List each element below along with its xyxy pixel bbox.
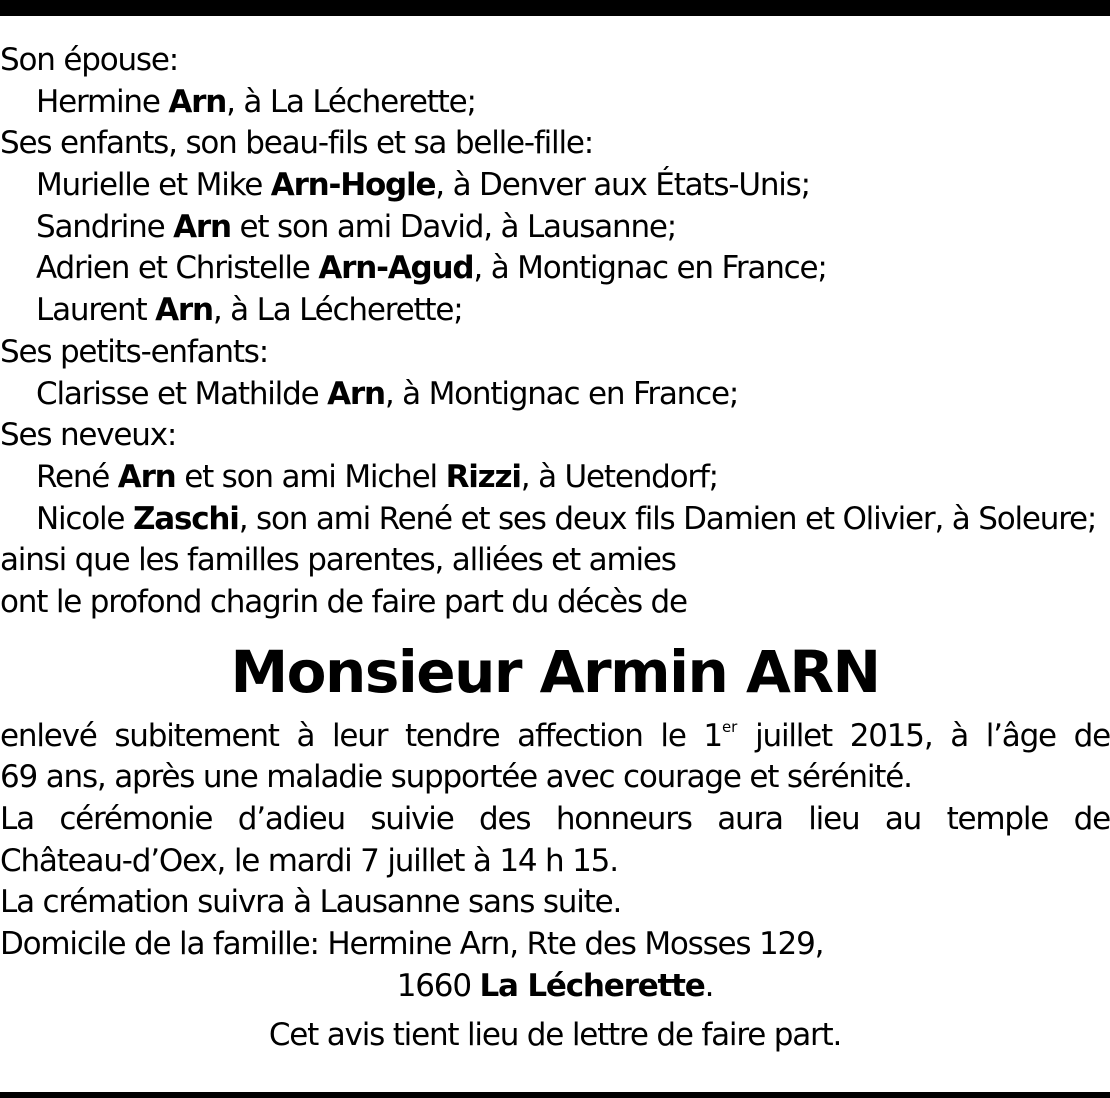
notice-body	[0, 40, 1110, 1057]
child-last-name: Arn	[155, 292, 213, 329]
ordinal-suffix: er	[721, 717, 738, 736]
nephew-last-name: Arn	[117, 458, 176, 495]
children-heading: Ses enfants, son beau-fils et sa belle-fille:	[0, 125, 593, 162]
address-period: .	[704, 967, 714, 1004]
top-border	[0, 0, 1110, 16]
child-location: et son ami David, à Lausanne;	[230, 208, 677, 245]
child-last-name: Arn-Hogle	[270, 167, 436, 204]
postal-code: 1660	[396, 967, 480, 1004]
grandchild-first-names: Clarisse et Mathilde	[36, 375, 328, 412]
nephew-partner: et son ami Michel	[175, 458, 446, 495]
nephew-details: , son ami René et ses deux fils Damien et Olivier, à Soleure;	[238, 500, 1097, 537]
ceremony-date-line: Château-d’Oex, le mardi 7 juillet à 14 h 15.	[0, 842, 618, 879]
child-last-name: Arn-Agud	[318, 250, 474, 287]
detail-line: 69 ans, après une maladie supportée avec courage et sérénité.	[0, 759, 912, 796]
child-first-names: Murielle et Mike	[36, 167, 271, 204]
spouse-last-name: Arn	[168, 83, 227, 120]
cremation-line: La crémation suivra à Lausanne sans suite.	[0, 884, 622, 921]
domicile-line: Domicile de la famille: Hermine Arn, Rte des Mosses 129,	[0, 926, 824, 963]
ceremony-line: La cérémonie d’adieu suivie des honneurs aura lieu au temple de	[0, 801, 1110, 837]
nephew-partner-last-name: Rizzi	[445, 458, 521, 495]
nephew-last-name: Zaschi	[132, 500, 239, 537]
detail-text: juillet 2015, à l’âge de	[737, 717, 1110, 754]
nephews-heading: Ses neveux:	[0, 417, 177, 454]
nephew-first-name: René	[36, 458, 118, 495]
closing-line: Cet avis tient lieu de lettre de faire part.	[268, 1017, 842, 1054]
grandchildren-heading: Ses petits-enfants:	[0, 333, 268, 370]
address-line	[0, 966, 1110, 1008]
child-line	[0, 290, 1110, 332]
child-first-names: Sandrine	[36, 208, 174, 245]
grandchild-last-name: Arn	[327, 375, 385, 412]
child-first-names: Laurent	[36, 292, 156, 329]
nephew-first-name: Nicole	[36, 500, 133, 537]
spouse-first-name: Hermine	[36, 83, 169, 120]
spouse-line	[0, 82, 1110, 124]
nephew-line	[0, 457, 1110, 499]
spouse-heading: Son épouse:	[0, 42, 178, 78]
grandchild-line	[0, 374, 1110, 416]
child-location: , à La Lécherette;	[212, 292, 463, 329]
deceased-name: Monsieur Armin ARN	[230, 637, 880, 706]
nephew-line	[0, 499, 1110, 541]
nephew-location: , à Uetendorf;	[520, 458, 718, 495]
child-location: , à Montignac en France;	[473, 250, 827, 287]
child-first-names: Adrien et Christelle	[36, 250, 319, 287]
grandchild-location: , à Montignac en France;	[384, 375, 739, 412]
child-line	[0, 248, 1110, 290]
town-name: La Lécherette	[479, 967, 705, 1004]
spouse-location: , à La Lécherette;	[226, 83, 476, 120]
child-line	[0, 165, 1110, 207]
others-line: ainsi que les familles parentes, alliées et amies	[0, 542, 676, 579]
child-location: , à Denver aux États-Unis;	[435, 167, 810, 204]
child-line	[0, 207, 1110, 249]
detail-text: enlevé subitement à leur tendre affection le 1	[0, 717, 722, 754]
detail-line	[0, 716, 1110, 758]
bottom-border	[0, 1092, 1110, 1098]
announce-line: ont le profond chagrin de faire part du décès de	[0, 583, 687, 620]
child-last-name: Arn	[173, 208, 231, 245]
